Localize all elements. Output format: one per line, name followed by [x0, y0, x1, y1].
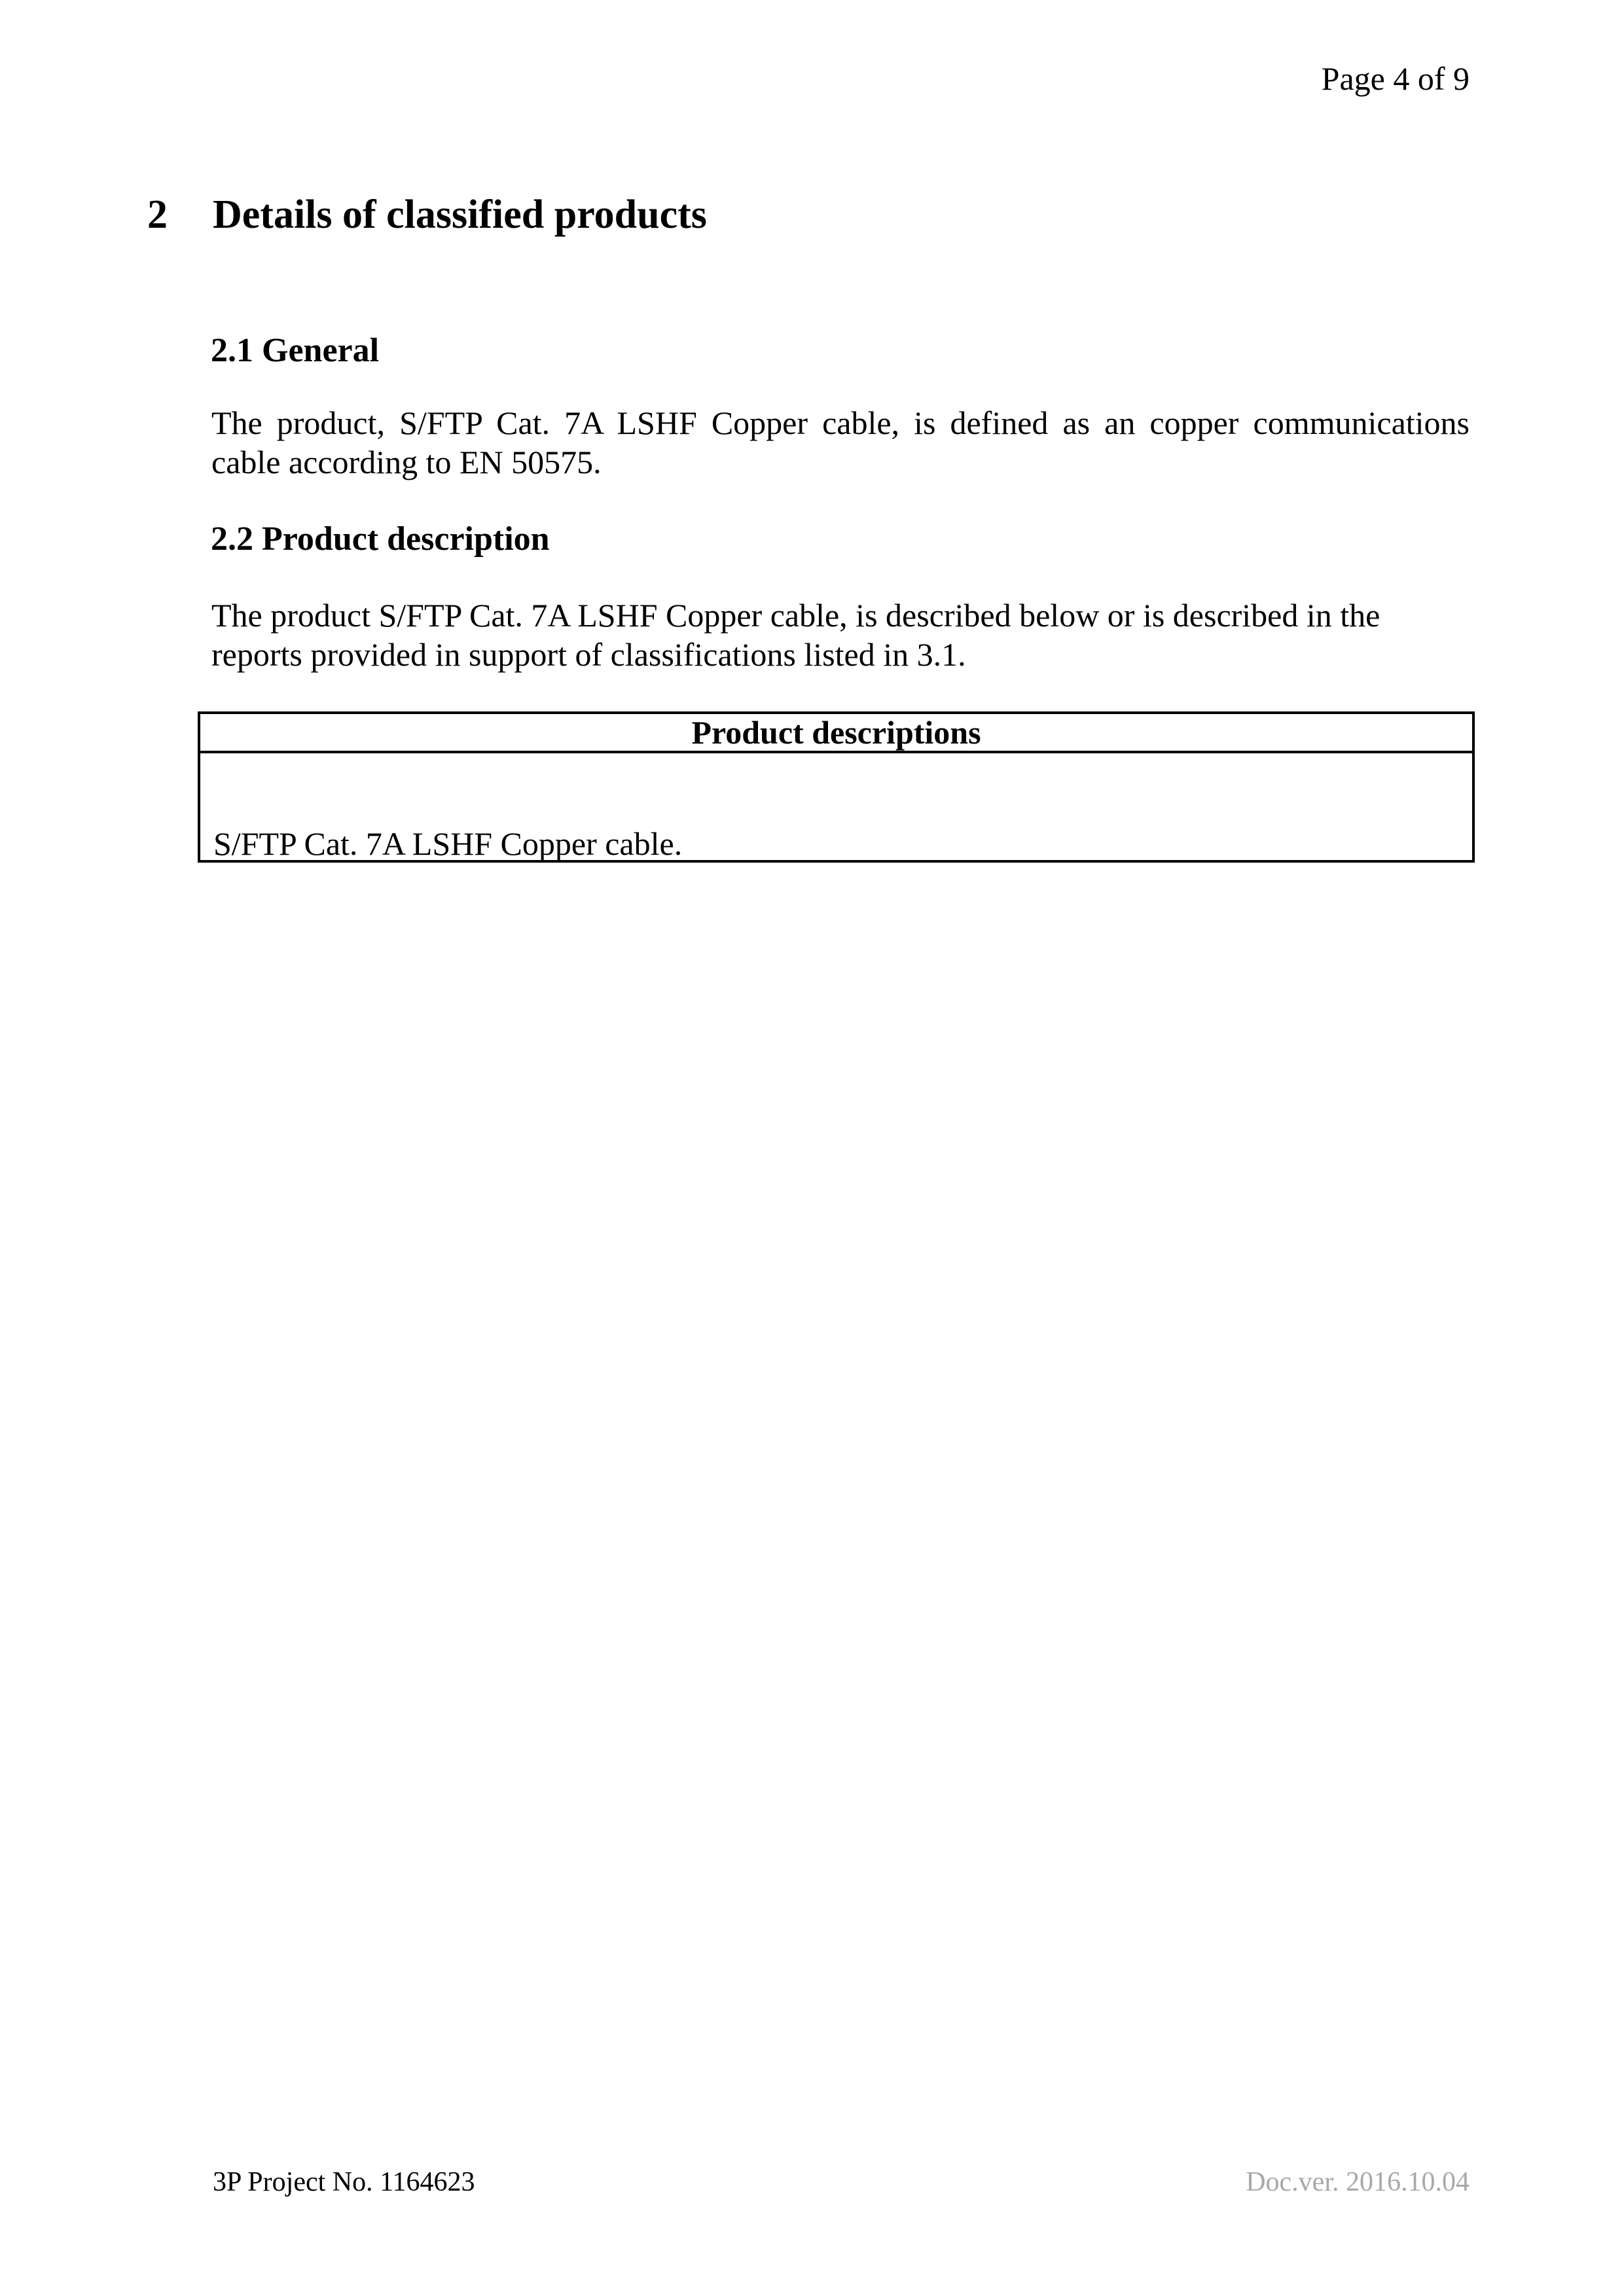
table-cell-product-description: S/FTP Cat. 7A LSHF Copper cable. — [199, 752, 1473, 861]
section-heading-text: Details of classified products — [213, 192, 707, 237]
subsection-title-general: 2.1 General — [211, 332, 380, 369]
table-header-cell: Product descriptions — [199, 713, 1473, 752]
paragraph-product-line2: reports provided in support of classifications listed in 3.1. — [211, 636, 966, 673]
page-number: Page 4 of 9 — [1321, 60, 1470, 97]
subsection-title-product-description: 2.2 Product description — [211, 520, 550, 558]
paragraph-general — [211, 403, 1470, 482]
paragraph-product-description — [211, 596, 1470, 674]
table-header-row — [199, 713, 1473, 752]
footer-doc-version: Doc.ver. 2016.10.04 — [1246, 2167, 1470, 2197]
paragraph-general-line1: The product, S/FTP Cat. 7A LSHF Copper cable, is defined as an copper communications — [211, 404, 1470, 441]
paragraph-general-line2: cable according to EN 50575. — [211, 444, 602, 480]
table-row — [199, 752, 1473, 861]
product-descriptions-table — [198, 711, 1475, 863]
paragraph-product-line1: The product S/FTP Cat. 7A LSHF Copper cable, is described below or is described in the — [211, 597, 1380, 634]
section-heading-number: 2 — [147, 192, 168, 237]
footer-project-number: 3P Project No. 1164623 — [213, 2167, 475, 2197]
